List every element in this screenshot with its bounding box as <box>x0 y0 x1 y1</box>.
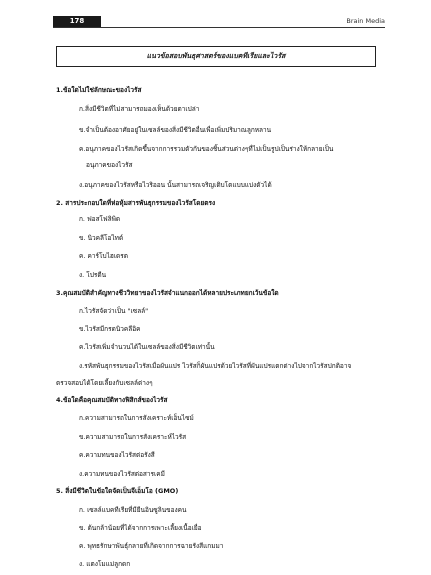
question-4-option-a: ก.ความสามารถในการสังเคราะห์เอ็นไซม์ <box>79 414 194 422</box>
question-2-option-c: ค. คาร์โบไฮเดรต <box>79 252 128 260</box>
question-2-title: 2. สารประกอบใดที่ห่อหุ้มสารพันธุกรรมของไวรัสโดยตรง <box>56 199 216 207</box>
question-2-option-b: ข. นิวคลีโอไทด์ <box>79 234 124 242</box>
question-5-option-d: ง. แตงโมแม่ลูกดก <box>79 560 131 568</box>
question-4-title: 4.ข้อใดคือคุณสมบัติทางฟิสิกส์ของไวรัส <box>56 396 168 404</box>
question-1-option-c: ค.อนุภาคของไวรัสเกิดขึ้นจากการรวมตัวกันของชิ้นส่วนต่างๆที่ไม่เป็นรูปเป็นร่างให้กลายเป็น <box>79 145 334 153</box>
question-3-option-d-cont: ตรวจสอบได้โดยเลี้ยงกับเซลล์ต่างๆ <box>56 379 153 387</box>
question-3-option-c: ค.ไวรัสเพิ่มจำนวนได้ในเซลล์ของสิ่งมีชีวิตเท่านั้น <box>79 343 215 351</box>
header-divider <box>53 27 385 28</box>
publisher-name: Brain Media <box>346 17 385 25</box>
question-1-option-d: ง.อนุภาคของไวรัสหรือไวริออน นั้นสามารถเจริญเติบโตแบบแบ่งตัวได้ <box>79 181 272 189</box>
page-number: 178 <box>53 16 101 27</box>
question-3-option-a: ก.ไวรัสจัดว่าเป็น "เซลล์" <box>79 307 149 315</box>
question-3-title: 3.คุณสมบัติสำคัญทางชีววิทยาของไวรัสจำแนกออกได้หลายประเภทยกเว้นข้อใด <box>56 289 279 297</box>
question-5-option-b: ข. ต้นกล้าน้อยที่ได้จากการเพาะเลี้ยงเนื้อเยื่อ <box>79 524 202 532</box>
question-5-option-a: ก. เซลล์แบคทีเรียที่มียีนอินซูลินของคน <box>79 506 187 514</box>
question-5-title: 5. สิ่งมีชีวิตในข้อใดจัดเป็นจีเอ็มโอ (GMO) <box>56 487 179 495</box>
question-4-option-c: ค.ความทนของไวรัสต่อรังสี <box>79 451 155 459</box>
question-4-option-b: ข.ความสามารถในการสังเคราะห์ไวรัส <box>79 433 187 441</box>
question-3-option-d: ง.รหัสพันธุกรรมของไวรัสเมื่อผันแปร ไวรัสก็ผันแปรด้วยไวรัสที่ผันแปรแตกต่างไปจากไวรัสปกติอาจ <box>79 362 352 370</box>
question-1-title: 1.ข้อใดไม่ใช่ลักษณะของไวรัส <box>56 86 142 94</box>
question-5-option-c: ค. พุทธรักษาพันธุ์กลายที่เกิดจากการฉายรังสีแกมมา <box>79 542 224 550</box>
question-2-option-d: ง. โปรตีน <box>79 271 107 279</box>
question-3-option-b: ข.ไวรัสมีกรดนิวคลีอิค <box>79 325 141 333</box>
question-2-option-a: ก. ฟอสโฟลิพิด <box>79 215 121 223</box>
question-1-option-b: ข.จำเป็นต้องอาศัยอยู่ในเซลล์ของสิ่งมีชีวิตอื่นเพื่อเพิ่มปริมาณลูกหลาน <box>79 126 272 134</box>
section-title: แนวข้อสอบพันธุศาสตร์ของแบคทีเรียและไวรัส <box>56 46 376 67</box>
question-1-option-a: ก.สิ่งมีชีวิตที่ไม่สามารถมองเห็นด้วยตาเปล่า <box>79 105 200 113</box>
question-1-option-c-cont: อนุภาคของไวรัส <box>86 161 133 169</box>
question-4-option-d: ง.ความทนของไวรัสต่อสารเคมี <box>79 470 165 478</box>
